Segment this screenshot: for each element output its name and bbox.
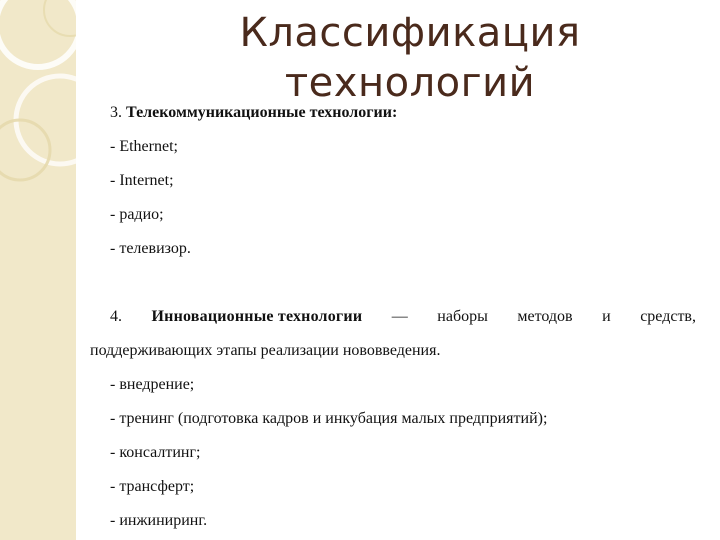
section-4-word: наборы [437,308,488,325]
section-4-heading-line [110,308,696,326]
section-4-heading: Инновационные технологии [151,308,363,325]
decorative-band [0,0,76,540]
list-item: - радио; [110,206,164,223]
section-4-word: методов [517,308,573,325]
list-item: - телевизор. [110,240,191,257]
title-line-1: Классификация [239,10,581,56]
section-3-number: 3. [110,104,122,121]
section-3-heading: Телекоммуникационные технологии: [126,104,398,121]
section-4-word: и [602,308,611,325]
section-4-continuation: поддерживающих этапы реализации нововведения. [90,342,441,359]
list-item: - внедрение; [110,376,195,393]
section-4-number: 4. [110,308,122,325]
section-3-heading-line [110,104,397,122]
slide-title [150,8,670,108]
list-item: - тренинг (подготовка кадров и инкубация малых предприятий); [110,410,548,427]
list-item: - Ethernet; [110,138,178,155]
list-item: - трансферт; [110,478,195,495]
list-item: - консалтинг; [110,444,201,461]
list-item: - инжиниринг. [110,512,208,529]
decorative-circles-graphic [0,0,76,540]
section-4-word: средств, [640,308,696,325]
title-line-2: технологий [284,60,536,106]
section-4-dash: — [391,308,408,325]
list-item: - Internet; [110,172,174,189]
